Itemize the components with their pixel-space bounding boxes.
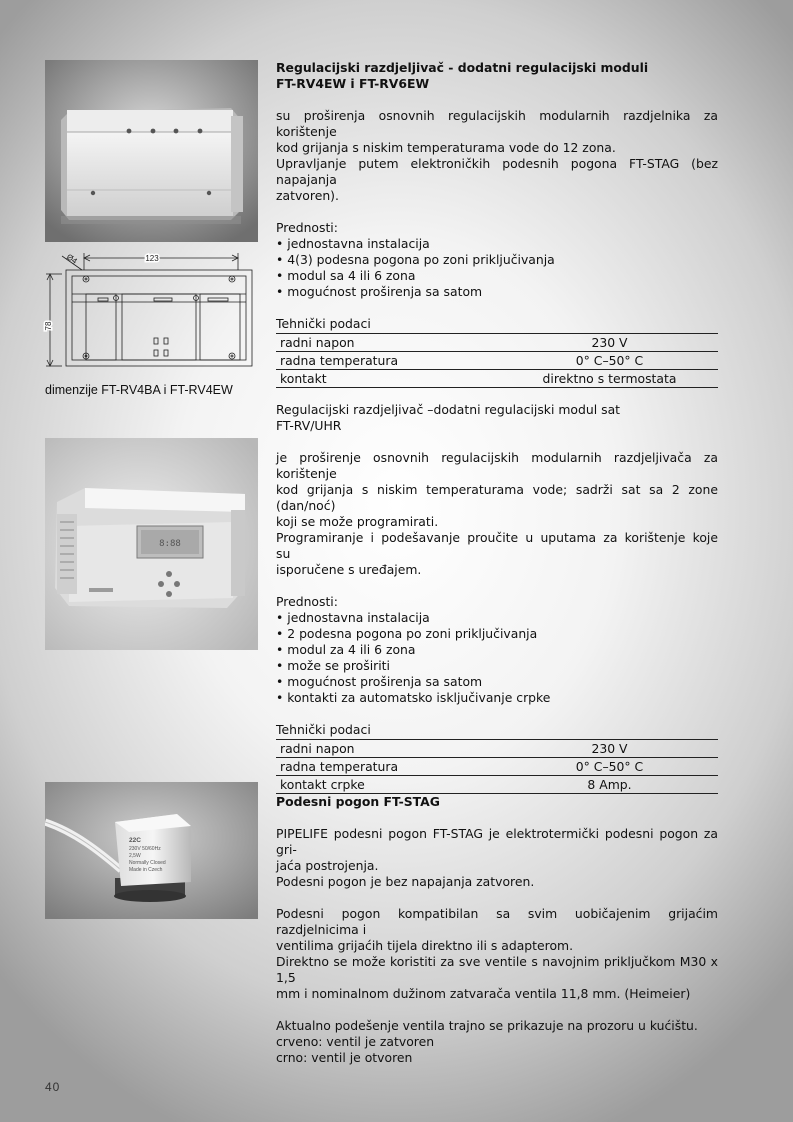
photo-ft-rv4ew-module bbox=[45, 60, 258, 242]
section-ft-stag bbox=[276, 794, 718, 1066]
section-title: Podesni pogon FT-STAG bbox=[276, 794, 440, 809]
spec-value: 230 V bbox=[591, 741, 628, 756]
advantage-item: • kontakti za automatsko isključivanje crpke bbox=[276, 690, 551, 705]
description-line: Programiranje i podešavanje proučite u uputama za korištenje koje su bbox=[276, 530, 718, 561]
svg-text:8:88: 8:88 bbox=[159, 539, 181, 549]
description-line: je proširenje osnovnih regulacijskih modularnih razdjeljivača za korištenje bbox=[276, 450, 718, 481]
dim-hole-label: Ø4 bbox=[64, 252, 79, 266]
paragraph-line: mm i nominalnom dužinom zatvarača ventila 11,8 mm. (Heimeier) bbox=[276, 986, 691, 1001]
tech-heading: Tehnički podaci bbox=[276, 722, 371, 737]
actuator-label-3: 2,5W bbox=[129, 853, 141, 859]
photo-ft-rv-uhr-module bbox=[45, 438, 258, 650]
description-line: kod grijanja s niskim temperaturama vode do 12 zona. bbox=[276, 140, 616, 155]
spec-value: 230 V bbox=[591, 335, 628, 350]
tech-table bbox=[276, 333, 718, 388]
spec-label: kontakt crpke bbox=[280, 777, 365, 792]
spec-label: kontakt bbox=[280, 371, 327, 386]
spec-label: radni napon bbox=[280, 741, 355, 756]
paragraph-line: jaća postrojenja. bbox=[276, 858, 379, 873]
description-line: kod grijanja s niskim temperaturama vode; sadrži sat sa 2 zone (dan/noć) bbox=[276, 482, 718, 513]
paragraph-line: PIPELIFE podesni pogon FT-STAG je elektrotermički podesni pogon za gri- bbox=[276, 826, 718, 857]
page-number: 40 bbox=[45, 1080, 61, 1094]
table-row bbox=[276, 352, 718, 370]
spec-value: 8 Amp. bbox=[587, 777, 632, 792]
paragraph-line: crno: ventil je otvoren bbox=[276, 1050, 413, 1065]
section-subtitle: FT-RV4EW i FT-RV6EW bbox=[276, 76, 430, 91]
table-row bbox=[276, 776, 718, 794]
advantages-heading: Prednosti: bbox=[276, 220, 338, 235]
table-row bbox=[276, 334, 718, 352]
dim-width-label: 123 bbox=[145, 254, 159, 263]
paragraph-line: Podesni pogon kompatibilan sa svim uobičajenim grijaćim razdjelnicima i bbox=[276, 906, 718, 937]
tech-table bbox=[276, 739, 718, 794]
tech-heading: Tehnički podaci bbox=[276, 316, 371, 331]
advantage-item: • modul za 4 ili 6 zona bbox=[276, 642, 416, 657]
advantage-item: • jednostavna instalacija bbox=[276, 236, 430, 251]
advantage-item: • jednostavna instalacija bbox=[276, 610, 430, 625]
paragraph-line: Aktualno podešenje ventila trajno se prikazuje na prozoru u kućištu. bbox=[276, 1018, 698, 1033]
actuator-label-2: 230V 50/60Hz bbox=[129, 846, 161, 852]
section-ft-rv4ew bbox=[276, 60, 718, 388]
paragraph-line: Direktno se može koristiti za sve ventile s navojnim priključkom M30 x 1,5 bbox=[276, 954, 718, 985]
advantage-item: • 4(3) podesna pogona po zoni priključivanja bbox=[276, 252, 555, 267]
dim-height-label: 78 bbox=[44, 321, 53, 331]
spec-label: radna temperatura bbox=[280, 759, 399, 774]
photo-ft-stag-actuator bbox=[45, 782, 258, 919]
section-subtitle: FT-RV/UHR bbox=[276, 418, 342, 433]
description-line: Upravljanje putem elektroničkih podesnih pogona FT-STAG (bez napajanja bbox=[276, 156, 718, 187]
paragraph-line: Podesni pogon je bez napajanja zatvoren. bbox=[276, 874, 535, 889]
advantages-heading: Prednosti: bbox=[276, 594, 338, 609]
drawing-caption: dimenzije FT-RV4BA i FT-RV4EW bbox=[45, 383, 233, 397]
advantage-item: • mogućnost proširenja sa satom bbox=[276, 674, 483, 689]
dimension-drawing bbox=[42, 246, 264, 382]
advantage-item: • može se proširiti bbox=[276, 658, 390, 673]
section-title: Regulacijski razdjeljivač –dodatni regulacijski modul sat bbox=[276, 402, 621, 417]
spec-label: radni napon bbox=[280, 335, 355, 350]
spec-value: 0° C–50° C bbox=[575, 759, 644, 774]
description-line: isporučene s uređajem. bbox=[276, 562, 422, 577]
paragraph-line: ventilima grijaćih tijela direktno ili s adapterom. bbox=[276, 938, 574, 953]
paragraph-line: crveno: ventil je zatvoren bbox=[276, 1034, 435, 1049]
description-line: zatvoren). bbox=[276, 188, 339, 203]
spec-value: direktno s termostata bbox=[542, 371, 677, 386]
actuator-label-4: Normally Closed bbox=[129, 860, 166, 866]
section-title: Regulacijski razdjeljivač - dodatni regulacijski moduli bbox=[276, 60, 649, 75]
actuator-label-1: 22C bbox=[129, 837, 141, 844]
description-line: su proširenja osnovnih regulacijskih modularnih razdjelnika za korištenje bbox=[276, 108, 718, 139]
advantage-item: • mogućnost proširenja sa satom bbox=[276, 284, 483, 299]
spec-value: 0° C–50° C bbox=[575, 353, 644, 368]
table-row bbox=[276, 758, 718, 776]
section-ft-rv-uhr bbox=[276, 402, 718, 794]
actuator-label-5: Made in Czech bbox=[129, 867, 163, 873]
description-line: koji se može programirati. bbox=[276, 514, 439, 529]
advantage-item: • modul sa 4 ili 6 zona bbox=[276, 268, 416, 283]
advantage-item: • 2 podesna pogona po zoni priključivanja bbox=[276, 626, 538, 641]
table-row bbox=[276, 740, 718, 758]
spec-label: radna temperatura bbox=[280, 353, 399, 368]
table-row bbox=[276, 370, 718, 388]
